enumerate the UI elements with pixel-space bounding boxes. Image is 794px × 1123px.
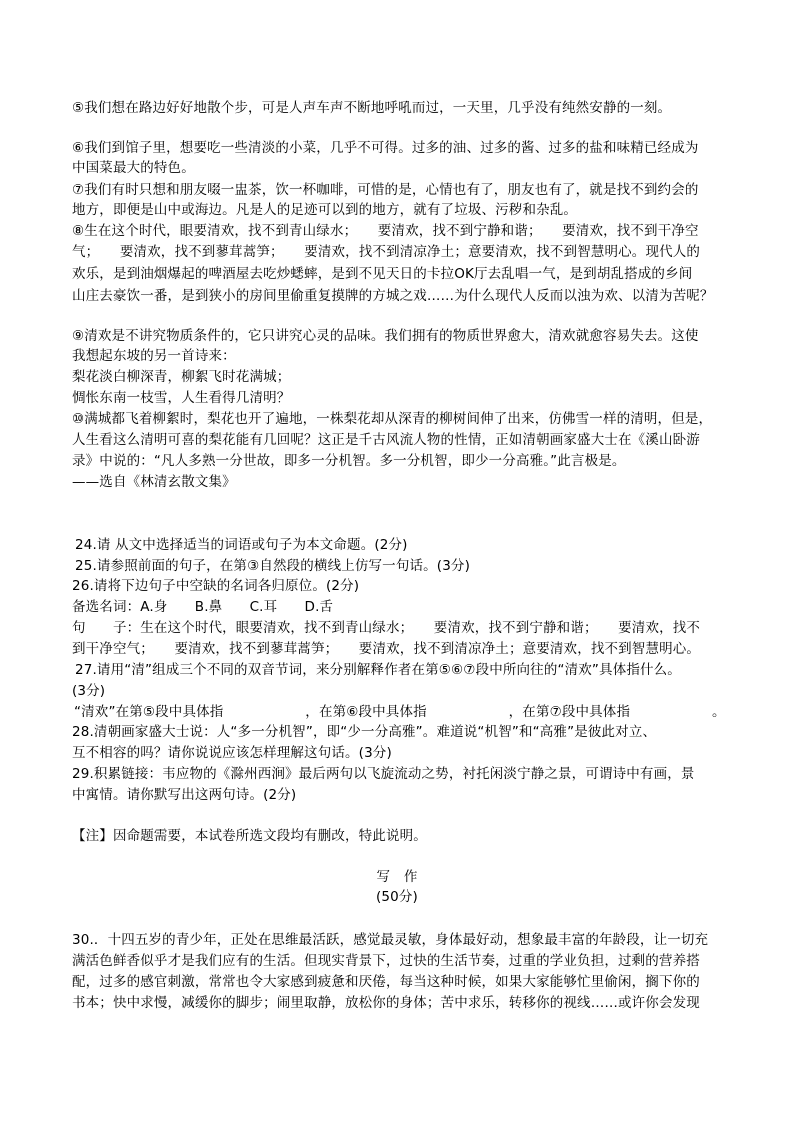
question-25: 25.请参照前面的句子，在第③自然段的横线上仿写一句话。(3分) <box>75 558 470 574</box>
question-30-line-4: 书本；快中求慢，减缓你的脚步；闹里取静，放松你的身体；苦中求乐，转移你的视线……或许你会发现 <box>72 995 700 1011</box>
paragraph-10-line-3: 录》中说的：“凡人多熟一分世故，即多一分机智。多一分机智，即少一分高雅。”此言极是。 <box>72 453 626 469</box>
poem-line-2: 惆怅东南一枝雪，人生看得几清明？ <box>72 390 291 406</box>
question-30-line-2: 满活色鲜香似乎才是我们应有的生活。但现实背景下，过快的生活节奏，过重的学业负担，过剩的营养搭 <box>72 953 700 969</box>
question-26-sentence-line-2: 到干净空气； 要清欢，找不到蓼茸蒿笋； 要清欢，找不到清凉净土；意要清欢，找不到智慧明心。 <box>72 641 701 657</box>
question-28-line-1: 28.清朝画家盛大士说：人“多一分机智”，即“少一分高雅”。难道说“机智”和“高雅”是彼此对立、 <box>72 724 657 740</box>
poem-line-1: 梨花淡白柳深青，柳絮飞时花满城； <box>72 369 291 385</box>
question-29-line-2: 中寓情。请你默写出这两句诗。(2分) <box>72 787 297 803</box>
paragraph-8-line-2: 气； 要清欢，找不到蓼茸蒿笋； 要清欢，找不到清凉净土；意要清欢，找不到智慧明心。现代人的 <box>72 244 701 260</box>
question-30-line-1: 30.．十四五岁的青少年，正处在思维最活跃，感觉最灵敏，身体最好动，想象最丰富的年龄段，让一切充 <box>72 932 709 948</box>
paragraph-9-line-1: ⑨清欢是不讲究物质条件的，它只讲究心灵的品味。我们拥有的物质世界愈大，清欢就愈容易失去。这使 <box>72 328 699 344</box>
question-24: 24.请 从文中选择适当的词语或句子为本文命题。(2分) <box>75 537 408 553</box>
question-29-line-1: 29.积累链接：韦应物的《滁州西涧》最后两句以飞旋流动之势，衬托闲淡宁静之景，可谓诗中有画，景 <box>72 766 695 782</box>
paragraph-7-line-1: ⑦我们有时只想和朋友啜一盅茶，饮一杯咖啡，可惜的是，心情也有了，朋友也有了，就是找不到约会的 <box>72 182 699 198</box>
paragraph-10-line-2: 人生看这么清明可喜的梨花能有几回呢？这正是千古风流人物的性情，正如清朝画家盛大士在《溪山卧游 <box>72 432 700 448</box>
writing-section-score: (50分) <box>376 889 418 905</box>
paragraph-9-line-2: 我想起东坡的另一首诗来： <box>72 348 236 364</box>
question-28-line-2: 互不相容的吗？请你说说应该怎样理解这句话。(3分) <box>72 745 392 761</box>
paragraph-8-line-1: ⑧生在这个时代，眼要清欢，找不到青山绿水； 要清欢，找不到宁静和谐； 要清欢，找不到干净空 <box>72 223 699 239</box>
question-27-line-2: (3分) <box>72 683 106 699</box>
question-26: 26.请将下边句子中空缺的名词各归原位。(2分) <box>72 578 360 594</box>
paragraph-8-line-3: 欢乐，是到油烟爆起的啤酒屋去吃炒蟋蟀，是到不见天日的卡拉OK厅去乱唱一气，是到胡乱搭成的乡间 <box>72 266 693 282</box>
writing-section-title: 写 作 <box>376 869 418 885</box>
question-30-line-3: 配，过多的感官刺激，常常也令大家感到疲惫和厌倦，每当这种时候，如果大家能够忙里偷闲，搁下你的 <box>72 974 700 990</box>
exam-note: 【注】因命题需要，本试卷所选文段均有删改，特此说明。 <box>72 828 427 844</box>
paragraph-10-line-1: ⑩满城都飞着柳絮时，梨花也开了遍地，一株梨花却从深青的柳树间伸了出来，仿佛雪一样的清明，但是， <box>72 411 713 427</box>
question-26-options: 备选名词：A.身 B.鼻 C.耳 D.舌 <box>72 599 334 615</box>
paragraph-7-line-2: 地方，即便是山中或海边。凡是人的足迹可以到的地方，就有了垃圾、污秽和杂乱。 <box>72 202 578 218</box>
question-26-sentence-line-1: 句 子：生在这个时代，眼要清欢，找不到青山绿水； 要清欢，找不到宁静和谐； 要清欢，找不 <box>72 620 701 636</box>
paragraph-6-line-2: 中国菜最大的特色。 <box>72 160 195 176</box>
paragraph-6-line-1: ⑥我们到馆子里，想要吃一些清淡的小菜，几乎不可得。过多的油、过多的酱、过多的盐和味精已经成为 <box>72 140 699 156</box>
paragraph-5: ⑤我们想在路边好好地散个步，可是人声车声不断地呼吼而过，一天里，几乎没有纯然安静的一刻。 <box>72 100 672 116</box>
paragraph-8-line-4: 山庄去豪饮一番，是到狭小的房间里偷重复摸牌的方城之戏……为什么现代人反而以浊为欢、以清为苦呢？ <box>72 288 714 304</box>
question-27-line-1: 27.请用“清”组成三个不同的双音节词，来分别解释作者在第⑤⑥⑦段中所向往的“清欢”具体指什么。 <box>75 662 681 678</box>
source-citation: ——选自《林清玄散文集》 <box>72 474 236 490</box>
question-27-blanks: “清欢”在第⑤段中具体指 ，在第⑥段中具体指 ，在第⑦段中具体指 。 <box>74 704 726 720</box>
